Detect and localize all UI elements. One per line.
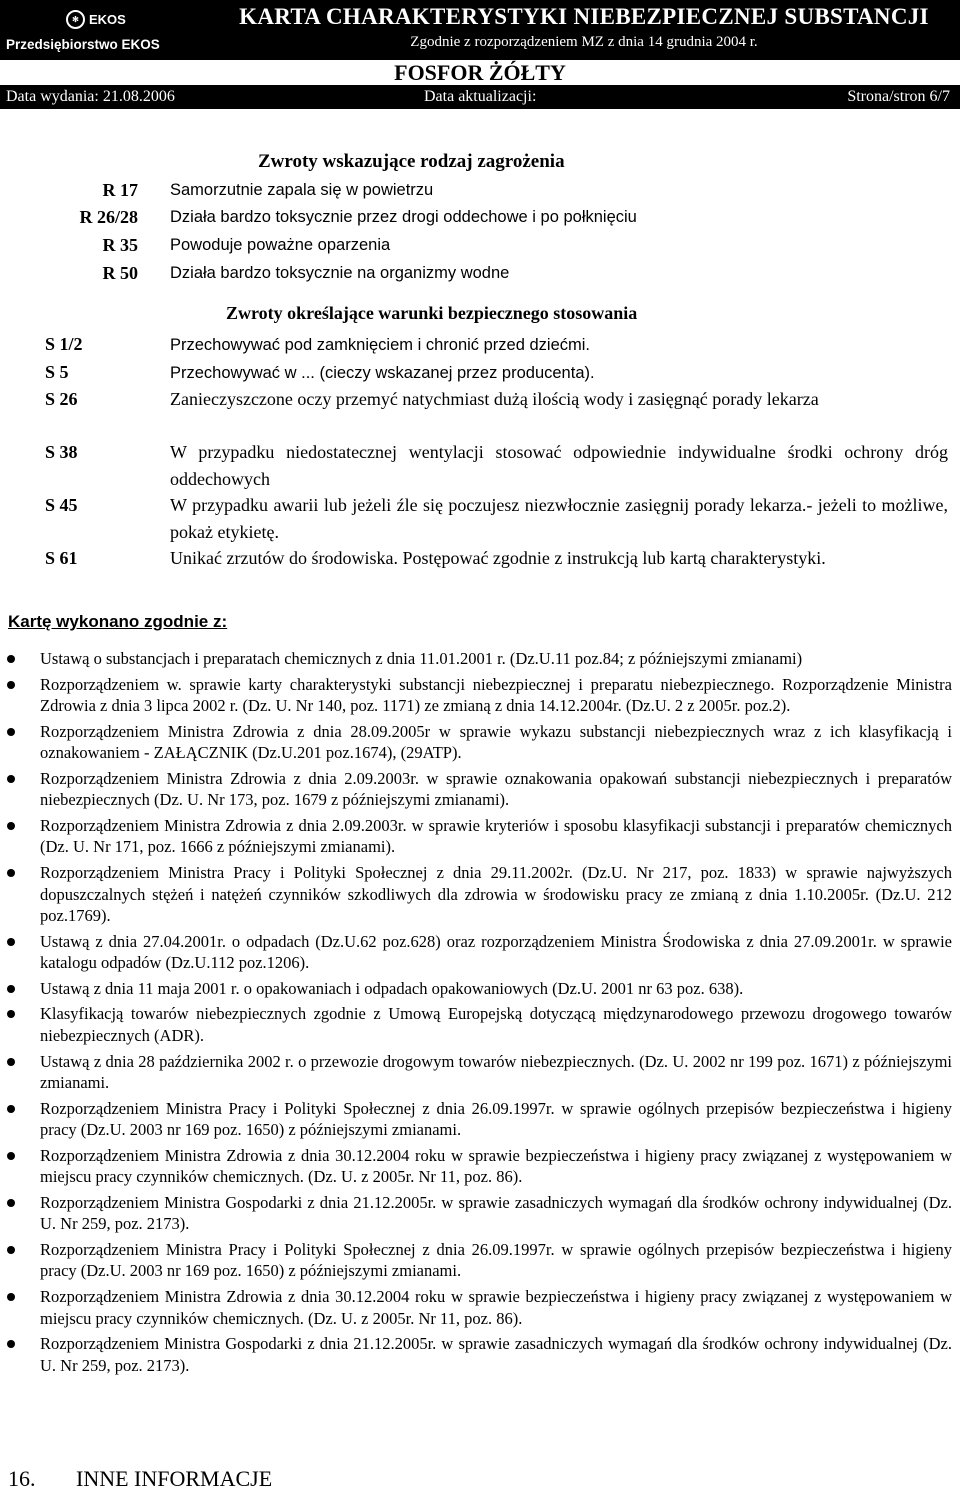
s-text: Przechowywać pod zamknięciem i chronić przed dziećmi. (170, 336, 590, 354)
list-item: Rozporządzeniem Ministra Zdrowia z dnia 30.12.2004 roku w sprawie bezpieczeństwa i higieny pracy związanej z występowaniem w miejscu pracy czynników chemicznych. (Dz. U. z 2005r. Nr 11, poz. 86). (0, 1145, 960, 1188)
r-text: Powoduje poważne oparzenia (170, 236, 391, 254)
section-number: 16. (8, 1466, 36, 1491)
update-date-label: Data aktualizacji: (424, 88, 537, 105)
list-item: Rozporządzeniem Ministra Zdrowia z dnia 30.12.2004 roku w sprawie bezpieczeństwa i higieny pracy związanej z występowaniem w miejscu pracy czynników chemicznych. (Dz. U. z 2005r. Nr 11, poz. 86). (0, 1286, 960, 1329)
s-code: S 45 (45, 495, 78, 515)
company-name: Przedsiębiorstwo EKOS (6, 37, 160, 52)
s-text: Przechowywać w ... (cieczy wskazanej przez producenta). (170, 364, 595, 382)
s-code: S 26 (45, 389, 78, 409)
bullet-icon (7, 985, 15, 993)
bullet-icon (7, 938, 15, 946)
bullet-icon (7, 1058, 15, 1066)
company-logo-box (0, 0, 200, 60)
bullet-icon (7, 1246, 15, 1254)
r-code: R 50 (102, 263, 138, 283)
list-item: Ustawą z dnia 11 maja 2001 r. o opakowaniach i odpadach opakowaniowych (Dz.U. 2001 nr 63 poz. 638). (0, 978, 960, 999)
list-item: Ustawą z dnia 27.04.2001r. o odpadach (Dz.U.62 poz.628) oraz rozporządzeniem Ministra Środowiska z dnia 27.09.2001r. w sprawie katalogu odpadów (Dz.U.112 poz.1206). (0, 931, 960, 974)
legal-basis-heading: Kartę wykonano zgodnie z: (8, 612, 228, 631)
section-16-heading (8, 1466, 272, 1492)
bullet-icon (7, 681, 15, 689)
s-text: W przypadku niedostatecznej wentylacji stosować odpowiednie indywidualne środki ochrony dróg oddechowych (170, 442, 948, 489)
bullet-icon (7, 822, 15, 830)
r-text: Działa bardzo toksycznie przez drogi oddechowe i po połknięciu (170, 208, 637, 226)
r-text: Działa bardzo toksycznie na organizmy wodne (170, 264, 510, 282)
bullet-icon (7, 655, 15, 663)
company-logo (66, 8, 126, 30)
list-item: Rozporządzeniem Ministra Pracy i Polityki Społecznej z dnia 29.11.2002r. (Dz.U. Nr 217, poz. 1833) w sprawie najwyższych dopuszczalnych stężeń i natężeń czynników szkodliwych dla zdrowia w środowisku pracy ze zmianą z dnia 1.10.2005r. (Dz.U. 212 poz.1769). (0, 862, 960, 926)
page-number: Strona/stron 6/7 (847, 88, 950, 105)
list-item: Rozporządzeniem Ministra Zdrowia z dnia 2.09.2003r. w sprawie kryteriów i sposobu klasyfikacji substancji i preparatów chemicznych (Dz. U. Nr 171, poz. 1666 z późniejszymi zmianami). (0, 815, 960, 858)
r-phrases-heading: Zwroty wskazujące rodzaj zagrożenia (258, 151, 565, 172)
s-text: Zanieczyszczone oczy przemyć natychmiast dużą ilością wody i zasięgnąć porady lekarza (170, 389, 819, 409)
list-item: Rozporządzeniem Ministra Zdrowia z dnia 28.09.2005r w sprawie wykazu substancji niebezpiecznych wraz z ich klasyfikacją i oznakowaniem - ZAŁĄCZNIK (Dz.U.201 poz.1674), (29ATP). (0, 721, 960, 764)
r-code: R 26/28 (79, 207, 138, 227)
list-item: Klasyfikacją towarów niebezpiecznych zgodnie z Umową Europejską dotyczącą międzynarodowego przewozu drogowego towarów niebezpiecznych (ADR). (0, 1003, 960, 1046)
s-code: S 61 (45, 548, 78, 568)
s-text: Unikać zrzutów do środowiska. Postępować zgodnie z instrukcją lub kartą charakterystyki. (170, 548, 826, 568)
bullet-icon (7, 1340, 15, 1348)
list-item: Rozporządzeniem Ministra Gospodarki z dnia 21.12.2005r. w sprawie zasadniczych wymagań dla środków ochrony indywidualnej (Dz. U. Nr 259, poz. 2173). (0, 1333, 960, 1376)
s-code: S 1/2 (45, 334, 83, 354)
s-phrases-heading: Zwroty określające warunki bezpiecznego stosowania (226, 303, 638, 323)
list-item: Rozporządzeniem Ministra Pracy i Polityki Społecznej z dnia 26.09.1997r. w sprawie ogólnych przepisów bezpieczeństwa i higieny pracy (Dz.U. 2003 nr 169 poz. 1650) z późniejszymi zmianami. (0, 1239, 960, 1282)
list-item: Rozporządzeniem Ministra Pracy i Polityki Społecznej z dnia 26.09.1997r. w sprawie ogólnych przepisów bezpieczeństwa i higieny pracy (Dz.U. 2003 nr 169 poz. 1650) z późniejszymi zmianami. (0, 1098, 960, 1141)
r-code: R 35 (102, 235, 138, 255)
issue-date: Data wydania: 21.08.2006 (6, 88, 175, 105)
bullet-icon (7, 1199, 15, 1207)
document-subtitle: Zgodnie z rozporządzeniem MZ z dnia 14 grudnia 2004 r. (410, 34, 758, 50)
bullet-icon (7, 1293, 15, 1301)
s-code: S 5 (45, 362, 69, 382)
list-item: Rozporządzeniem Ministra Gospodarki z dnia 21.12.2005r. w sprawie zasadniczych wymagań dla środków ochrony indywidualnej (Dz. U. Nr 259, poz. 2173). (0, 1192, 960, 1235)
r-text: Samorzutnie zapala się w powietrzu (170, 181, 434, 199)
document-header (0, 0, 960, 60)
r-code: R 17 (102, 180, 138, 200)
section-title: INNE INFORMACJE (76, 1466, 273, 1491)
list-item: Ustawą o substancjach i preparatach chemicznych z dnia 11.01.2001 r. (Dz.U.11 poz.84; z późniejszymi zmianami) (0, 648, 960, 669)
bullet-icon (7, 869, 15, 877)
document-title: KARTA CHARAKTERYSTYKI NIEBEZPIECZNEJ SUBSTANCJI (239, 4, 929, 29)
bullet-icon (7, 728, 15, 736)
meta-bar (0, 85, 960, 109)
legal-basis-list (0, 648, 960, 1380)
bullet-icon (7, 775, 15, 783)
list-item: Ustawą z dnia 28 października 2002 r. o przewozie drogowym towarów niebezpiecznych. (Dz. U. 2002 nr 199 poz. 1671) z późniejszymi zmianami. (0, 1051, 960, 1094)
product-name: FOSFOR ŻÓŁTY (394, 60, 566, 85)
logo-text: EKOS (89, 11, 126, 27)
list-item: Rozporządzeniem w. sprawie karty charakterystyki substancji niebezpiecznej i preparatu niebezpiecznego. Rozporządzenie Ministra Zdrowia z dnia 3 lipca 2002 r. (Dz. U. Nr 140, poz. 1171) ze zmianą z dnia 14.12.2004r. (Dz.U. 2 z 2005r. poz.2). (0, 674, 960, 717)
bullet-icon (7, 1152, 15, 1160)
logo-ring-icon: ✻ (66, 10, 85, 29)
bullet-icon (7, 1010, 15, 1018)
list-item: Rozporządzeniem Ministra Zdrowia z dnia 2.09.2003r. w sprawie oznakowania opakowań substancji niebezpiecznych i preparatów niebezpiecznych (Dz. U. Nr 173, poz. 1679 z późniejszymi zmianami). (0, 768, 960, 811)
s-code: S 38 (45, 442, 78, 462)
bullet-icon (7, 1105, 15, 1113)
s-text: W przypadku awarii lub jeżeli źle się poczujesz niezwłocznie zasięgnij porady lekarza.- jeżeli to możliwe, pokaż etykietę. (170, 495, 948, 542)
